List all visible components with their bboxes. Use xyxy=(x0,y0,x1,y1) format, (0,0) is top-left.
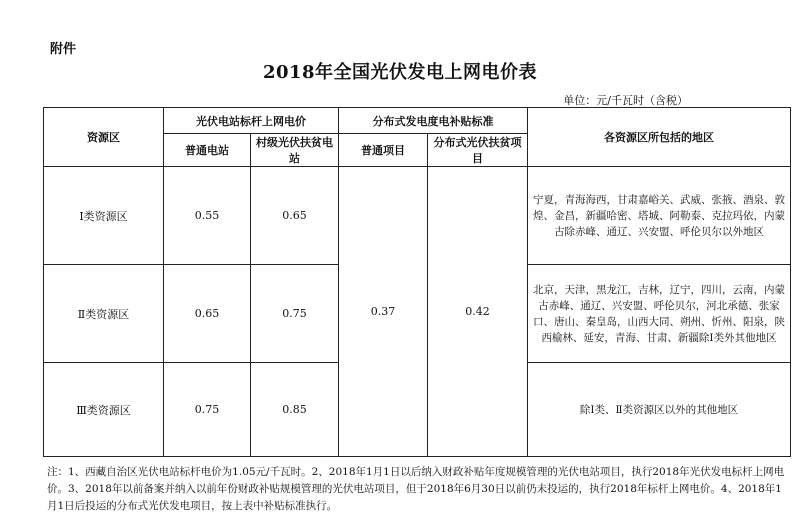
regions-cell: 宁夏，青海海西，甘肃嘉峪关、武威、张掖、酒泉、敦煌、金昌，新疆哈密、塔城、阿勒泰、克拉玛依，内蒙古除赤峰、通辽、兴安盟、呼伦贝尔以外地区 xyxy=(528,167,791,265)
zone-cell: Ⅱ类资源区 xyxy=(44,265,164,363)
ordinary-price-cell: 0.55 xyxy=(164,167,251,265)
document-title: 2018年全国光伏发电上网电价表 xyxy=(262,62,538,83)
regions-cell: 除Ⅰ类、Ⅱ类资源区以外的其他地区 xyxy=(528,363,791,457)
regions-cell: 北京，天津，黑龙江，吉林，辽宁，四川，云南，内蒙古赤峰、通辽、兴安盟、呼伦贝尔，河北承德、张家口、唐山、秦皇岛，山西大同、朔州、忻州、阳泉，陕西榆林、延安，青海、甘肃、新疆除Ⅰ类外其他地区 xyxy=(528,265,791,363)
ordinary-price-cell: 0.75 xyxy=(164,363,251,457)
distributed-ordinary-cell: 0.37 xyxy=(339,167,428,457)
ordinary-price-cell: 0.65 xyxy=(164,265,251,363)
village-price-cell: 0.75 xyxy=(251,265,339,363)
zone-cell: Ⅲ类资源区 xyxy=(44,363,164,457)
village-price-cell: 0.65 xyxy=(251,167,339,265)
header-resource-zone: 资源区 xyxy=(44,108,164,167)
tariff-table xyxy=(43,107,791,457)
header-regions: 各资源区所包括的地区 xyxy=(528,108,791,167)
header-row-1 xyxy=(44,108,791,134)
header-distributed-subsidy: 分布式发电度电补贴标准 xyxy=(339,108,528,134)
unit-label: 单位：元/千瓦时（含税） xyxy=(563,94,688,107)
attachment-label: 附件 xyxy=(50,42,77,57)
table-row xyxy=(44,167,791,265)
distributed-poverty-cell: 0.42 xyxy=(428,167,528,457)
zone-cell: Ⅰ类资源区 xyxy=(44,167,164,265)
header-distributed-poverty-project: 分布式光伏扶贫项目 xyxy=(428,134,528,167)
footnote: 注：1、西藏自治区光伏电站标杆电价为1.05元/千瓦时。2、2018年1月1日以后纳入财政补贴年度规模管理的光伏电站项目，执行2018年光伏发电标杆上网电价。3、2018年以前备案并纳入以前年份财政补贴规模管理的光伏电站项目，但于2018年6月30日以前仍未投运的，执行2018年标杆上网电价。4、2018年1月1日后投运的分布式光伏发电项目，按上表中补贴标准执行。 xyxy=(47,466,785,512)
header-ordinary-project: 普通项目 xyxy=(339,134,428,167)
header-ordinary-station: 普通电站 xyxy=(164,134,251,167)
header-station-benchmark: 光伏电站标杆上网电价 xyxy=(164,108,339,134)
header-village-poverty-station: 村级光伏扶贫电站 xyxy=(251,134,339,167)
village-price-cell: 0.85 xyxy=(251,363,339,457)
